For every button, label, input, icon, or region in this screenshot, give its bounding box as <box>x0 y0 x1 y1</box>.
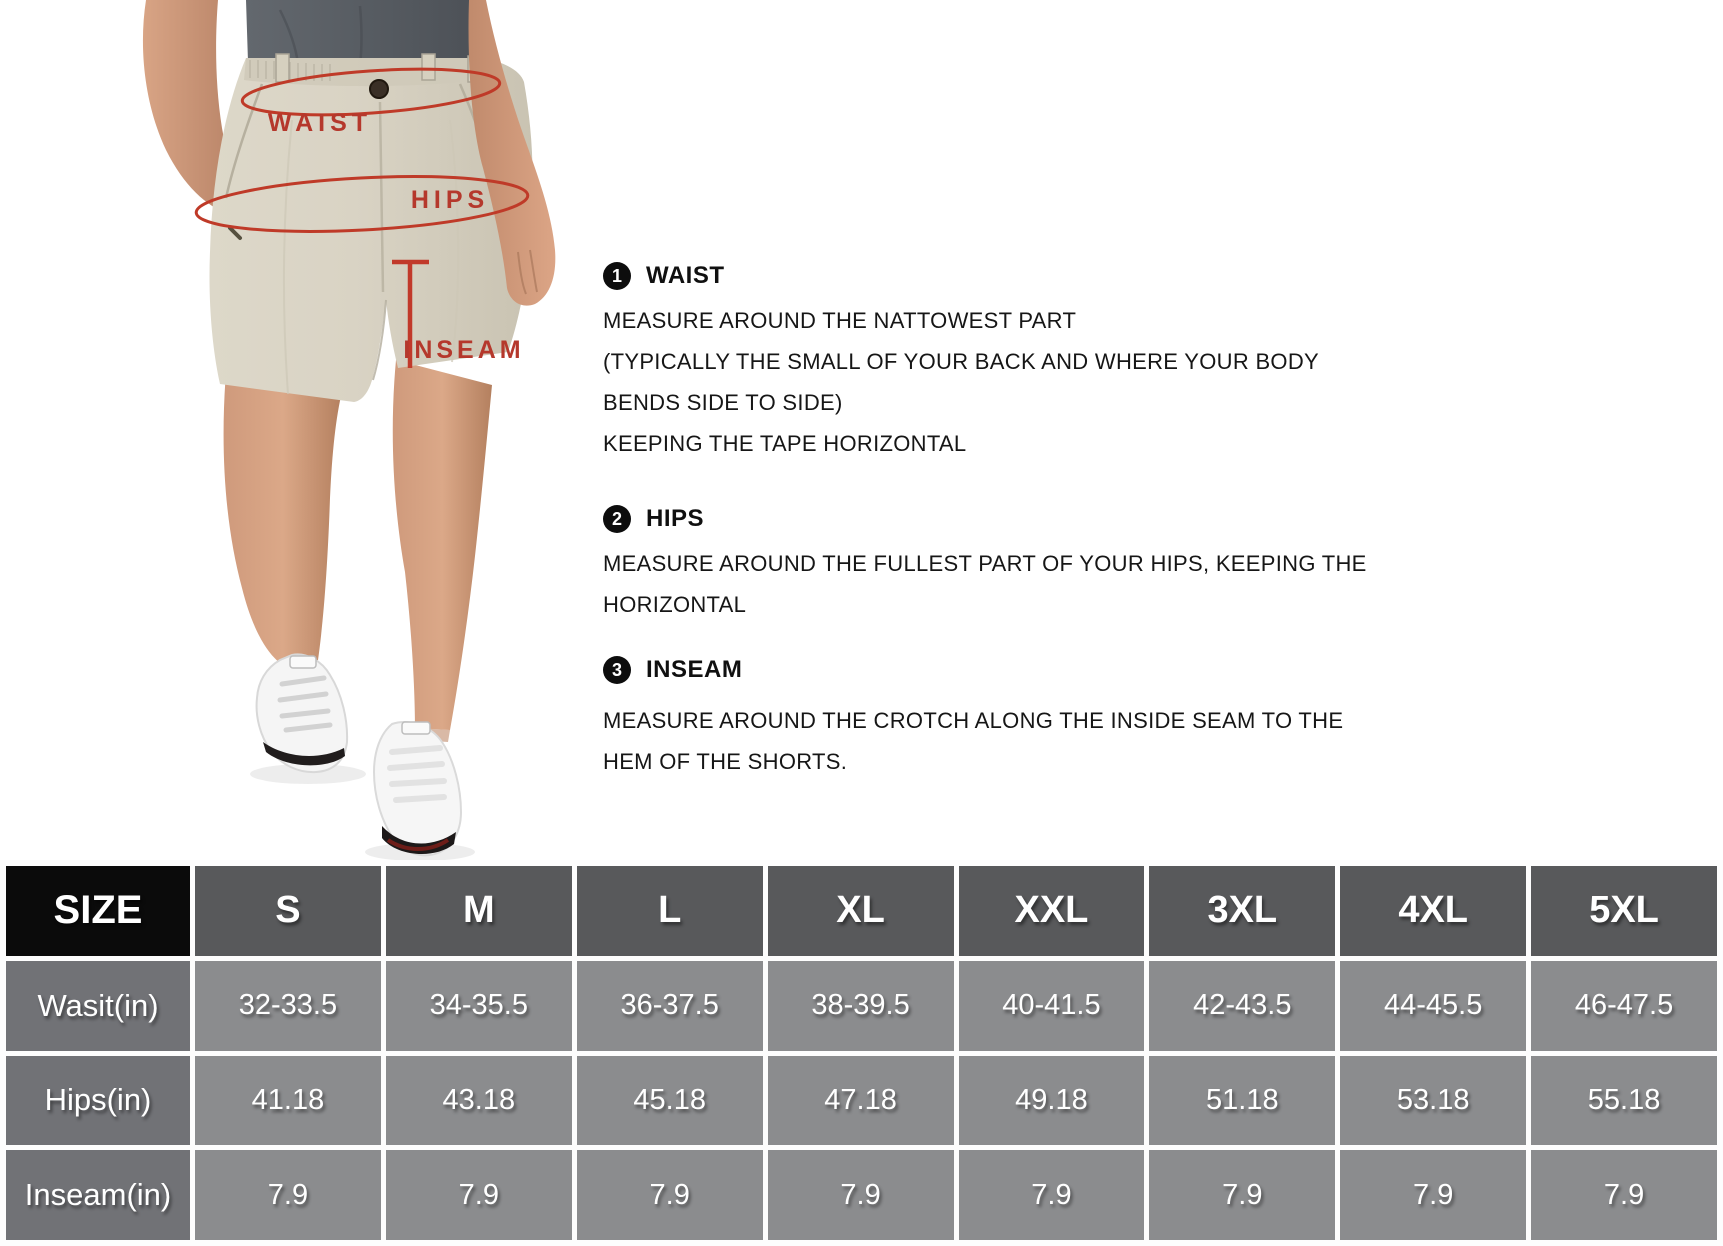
hips-value-xl: 47.18 <box>768 1056 954 1146</box>
inseam-value-s: 7.9 <box>195 1150 381 1240</box>
waist-annotation-label: WAIST <box>267 109 373 137</box>
waist-value-m: 34-35.5 <box>386 961 572 1051</box>
step-inseam <box>603 654 1393 782</box>
inseam-value-xl: 7.9 <box>768 1150 954 1240</box>
step-waist-line-2: (TYPICALLY THE SMALL OF YOUR BACK AND WHERE YOUR BODY <box>603 349 1319 374</box>
step-hips-title: HIPS <box>646 505 705 532</box>
step-hips-line-2: HORIZONTAL <box>603 592 747 617</box>
hips-value-m: 43.18 <box>386 1056 572 1146</box>
size-table-header-xxl: XXL <box>959 866 1145 956</box>
hips-value-s: 41.18 <box>195 1056 381 1146</box>
size-table-header-s: S <box>195 866 381 956</box>
size-table-header-l: L <box>577 866 763 956</box>
step-waist-line-1: MEASURE AROUND THE NATTOWEST PART <box>603 308 1077 333</box>
size-table-header-xl: XL <box>768 866 954 956</box>
hips-value-4xl: 53.18 <box>1340 1056 1526 1146</box>
size-table-header-size: SIZE <box>6 866 190 956</box>
inseam-value-4xl: 7.9 <box>1340 1150 1526 1240</box>
hips-value-5xl: 55.18 <box>1531 1056 1717 1146</box>
waist-value-5xl: 46-47.5 <box>1531 961 1717 1051</box>
size-table-header-5xl: 5XL <box>1531 866 1717 956</box>
step-waist <box>603 260 1393 464</box>
hips-value-3xl: 51.18 <box>1149 1056 1335 1146</box>
step-hips-line-1: MEASURE AROUND THE FULLEST PART OF YOUR HIPS, KEEPING THE <box>603 551 1367 576</box>
step-waist-line-3: BENDS SIDE TO SIDE) <box>603 390 843 415</box>
inseam-value-l: 7.9 <box>577 1150 763 1240</box>
waist-value-s: 32-33.5 <box>195 961 381 1051</box>
inseam-value-m: 7.9 <box>386 1150 572 1240</box>
size-table-header-3xl: 3XL <box>1149 866 1335 956</box>
step-2-badge: 2 <box>603 505 631 533</box>
hips-annotation-label: HIPS <box>410 186 490 214</box>
inseam-value-xxl: 7.9 <box>959 1150 1145 1240</box>
waist-row-label: Wasit(in) <box>6 961 190 1051</box>
waist-value-3xl: 42-43.5 <box>1149 961 1335 1051</box>
step-1-badge: 1 <box>603 262 631 290</box>
step-waist-heading <box>603 260 1393 292</box>
inseam-value-5xl: 7.9 <box>1531 1150 1717 1240</box>
waist-value-xxl: 40-41.5 <box>959 961 1145 1051</box>
waist-value-4xl: 44-45.5 <box>1340 961 1526 1051</box>
hips-row-label: Hips(in) <box>6 1056 190 1146</box>
step-waist-line-4: KEEPING THE TAPE HORIZONTAL <box>603 431 967 456</box>
inseam-row-label: Inseam(in) <box>6 1150 190 1240</box>
inseam-annotation-label: INSEAM <box>403 336 525 364</box>
step-inseam-title: INSEAM <box>646 656 743 683</box>
hips-value-xxl: 49.18 <box>959 1056 1145 1146</box>
step-waist-title: WAIST <box>646 262 725 289</box>
hips-value-l: 45.18 <box>577 1056 763 1146</box>
waist-value-l: 36-37.5 <box>577 961 763 1051</box>
step-inseam-line-1: MEASURE AROUND THE CROTCH ALONG THE INSIDE SEAM TO THE <box>603 708 1344 733</box>
size-table-header-4xl: 4XL <box>1340 866 1526 956</box>
step-hips <box>603 503 1393 625</box>
waist-value-xl: 38-39.5 <box>768 961 954 1051</box>
step-inseam-heading <box>603 654 1393 686</box>
step-3-badge: 3 <box>603 656 631 684</box>
step-inseam-line-2: HEM OF THE SHORTS. <box>603 749 848 774</box>
size-table-header-m: M <box>386 866 572 956</box>
step-hips-heading <box>603 503 1393 535</box>
size-table <box>0 860 1723 1246</box>
inseam-value-3xl: 7.9 <box>1149 1150 1335 1240</box>
